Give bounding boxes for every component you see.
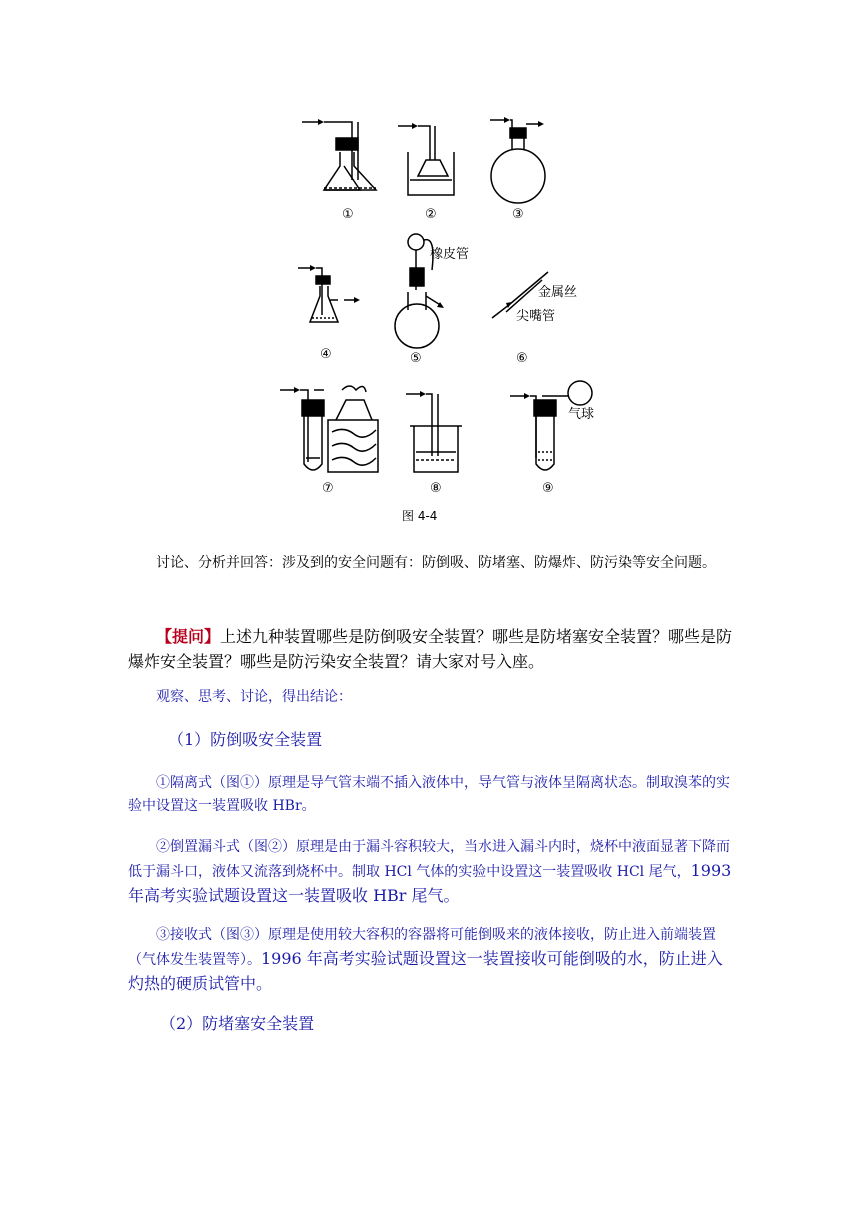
balloon-callout: 气球 (568, 407, 595, 422)
heading-anti-blockage: （2）防堵塞安全装置 (160, 1014, 315, 1033)
apparatus-7-test-tube-box (280, 386, 378, 472)
label-6: ⑥ (516, 351, 528, 366)
item-1-isolation: ①隔离式（图①）原理是导气管末端不插入液体中，导气管与液体呈隔离状态。制取溴苯的实验中设置这一装置吸收 HBr。 (128, 775, 730, 814)
label-1: ① (342, 207, 354, 222)
apparatus-2-inverted-funnel (398, 123, 454, 195)
apparatus-5-funnel-flask (395, 234, 469, 348)
question-label: 【提问】 (156, 627, 221, 646)
discussion-paragraph: 讨论、分析并回答：涉及到的安全问题有：防倒吸、防堵塞、防爆炸、防污染等安全问题。 (156, 555, 716, 571)
tip-tube-callout: 尖嘴管 (516, 309, 556, 324)
item-2-inverted-funnel: ②倒置漏斗式（图②）原理是由于漏斗容积较大，当水进入漏斗内时，烧杯中液面显著下降而低于漏斗口，液体又流落到烧杯中。制取 HCl 气体的实验中设置这一装置吸收 HCl 尾气，1993 年高考实验试题设置这一装置吸收 HBr 尾气。 (128, 839, 732, 905)
question-paragraph (128, 624, 736, 674)
item-3-receiver: ③接收式（图③）原理是使用较大容积的容器将可能倒吸来的液体接收，防止进入前端装置（气体发生装置等）。1996 年高考实验试题设置这一装置接收可能倒吸的水，防止进入灼热的硬质试管中。 (128, 927, 723, 993)
apparatus-3-round-flask (490, 117, 545, 203)
label-9: ⑨ (542, 481, 554, 496)
apparatus-1-conical-flask (302, 119, 376, 190)
heading-anti-suckback: （1）防倒吸安全装置 (168, 730, 323, 749)
apparatus-4-wash-flask (298, 265, 360, 322)
label-5: ⑤ (410, 351, 422, 366)
apparatus-9-balloon-tube (510, 381, 594, 470)
figure-caption: 图 4-4 (402, 509, 438, 523)
rubber-tube-callout: 橡皮管 (430, 247, 470, 262)
metal-wire-callout: 金属丝 (538, 285, 578, 300)
label-2: ② (425, 207, 437, 222)
question-text: 上述九种装置哪些是防倒吸安全装置？哪些是防堵塞安全装置？哪些是防爆炸安全装置？哪些是防污染安全装置？请大家对号入座。 (128, 627, 733, 671)
label-3: ③ (512, 207, 524, 222)
apparatus-figure (280, 100, 610, 530)
label-4: ④ (320, 347, 332, 362)
label-8: ⑧ (430, 481, 442, 496)
label-7: ⑦ (322, 481, 334, 496)
observe-line: 观察、思考、讨论，得出结论： (156, 689, 352, 705)
apparatus-6-tip-tube (492, 272, 577, 324)
apparatus-8-beaker (406, 391, 462, 472)
